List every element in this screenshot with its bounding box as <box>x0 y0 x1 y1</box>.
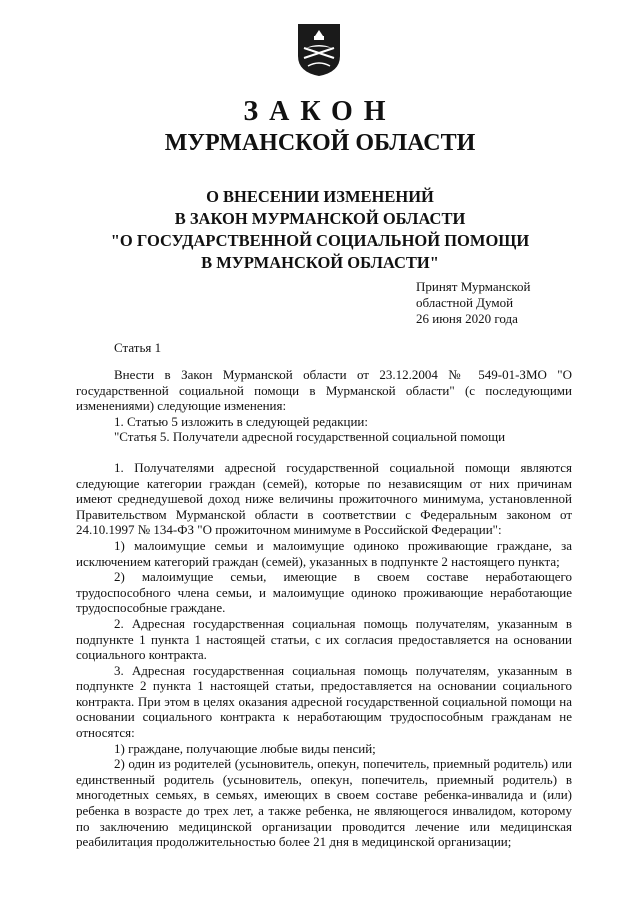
paragraph: "Статья 5. Получатели адресной государственной социальной помощи <box>114 429 506 445</box>
paragraph: 1) малоимущие семьи и малоимущие одиноко проживающие граждане, за исключением категорий граждан (семей), указанных в подпункте 2 настоящего пункта; <box>76 537 572 569</box>
region-title: МУРМАНСКОЙ ОБЛАСТИ <box>164 130 476 156</box>
paragraph: 2) малоимущие семьи, имеющие в своем составе неработающего трудоспособного члена семьи, и малоимущие одиноко проживающие неработающие трудоспособные граждане. <box>76 569 572 616</box>
document-body <box>76 367 572 850</box>
paragraph: 3. Адресная государственная социальная помощь получателям, указанным в подпункте 2 пункта 1 настоящей статьи, предоставляется на основании социального контракта. При этом в целях оказания адресной государственной социальной помощи на основании социального контракта к неработающим трудоспособным гражданам не относятся: <box>76 662 572 741</box>
paragraph: 1. Статью 5 изложить в следующей редакции: <box>114 413 368 429</box>
paragraph: Внести в Закон Мурманской области от 23.12.2004 № 549-01-ЗМО "О государственной социальной помощи в Мурманской области" (с последующими изменениями) следующие изменения: <box>76 367 572 414</box>
subtitle-line: О ВНЕСЕНИИ ИЗМЕНЕНИЙ <box>206 187 434 206</box>
subtitle-line: В ЗАКОН МУРМАНСКОЙ ОБЛАСТИ <box>174 209 466 228</box>
subtitle-line: "О ГОСУДАРСТВЕННОЙ СОЦИАЛЬНОЙ ПОМОЩИ <box>110 231 530 250</box>
law-subtitle <box>0 186 640 274</box>
paragraph: 1. Получателями адресной государственной социальной помощи являются следующие категории граждан (семей), которые по независящим от них причинам имеют среднедушевой доход ниже величины прожиточного минимума, установленной Правительством Мурманской области в соответствии с Федеральным законом от 24.10.1997 № 134-ФЗ "О прожиточном минимуме в Российской Федерации": <box>76 459 572 538</box>
adoption-line: областной Думой <box>416 295 514 310</box>
law-title: ЗАКОН <box>243 96 397 127</box>
paragraph: 1) граждане, получающие любые виды пенсий; <box>114 740 376 756</box>
adoption-date: 26 июня 2020 года <box>416 311 518 326</box>
paragraph: 2) один из родителей (усыновитель, опекун, попечитель, приемный родитель) или единственный родитель (усыновитель, опекун, попечитель, приемный родитель) в многодетных семьях, в семьях, имеющих в своем составе ребенка-инвалида и (или) ребенка в возрасте до трех лет, а также ребенка, не являющегося инвалидом, которому по заключению медицинской организации проводится лечение или медицинская реабилитация продолжительностью более 21 дня в медицинской организации; <box>76 756 572 850</box>
adoption-line: Принят Мурманской <box>416 279 531 294</box>
adoption-note <box>416 279 531 327</box>
paragraph: 2. Адресная государственная социальная помощь получателям, указанным в подпункте 1 пункта 1 настоящей статьи, с их согласия предоставляется на основании социального контракта. <box>76 615 572 663</box>
article-heading: Статья 1 <box>114 340 162 355</box>
subtitle-line: В МУРМАНСКОЙ ОБЛАСТИ" <box>201 253 439 272</box>
coat-of-arms-emblem <box>296 22 342 78</box>
